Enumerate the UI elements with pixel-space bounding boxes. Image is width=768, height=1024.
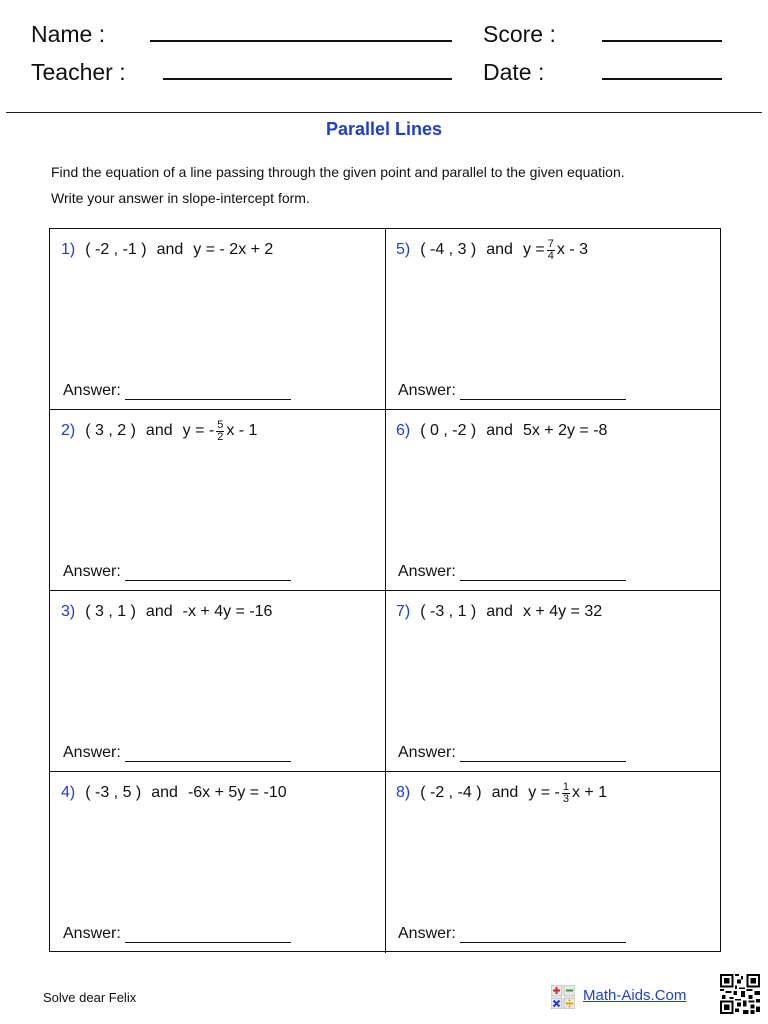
answer-blank[interactable] xyxy=(125,747,291,762)
problem-text xyxy=(396,239,588,261)
and-word: and xyxy=(486,422,513,439)
problem-text xyxy=(61,782,287,804)
equation-main: y = - 2x + 2 xyxy=(193,241,274,258)
problem-point: ( -4 , 3 ) xyxy=(420,241,477,258)
problem-number: 7) xyxy=(396,603,411,620)
teacher-line xyxy=(163,78,452,80)
and-word: and xyxy=(145,422,173,439)
fraction-denominator: 3 xyxy=(562,792,569,805)
equation-main: x + 4y = 32 xyxy=(522,603,603,620)
worksheet-title: Parallel Lines xyxy=(325,119,443,139)
problem-point: ( 0 , -2 ) xyxy=(420,422,477,439)
answer-label: Answer: xyxy=(63,563,121,580)
equation-main: -6x + 5y = -10 xyxy=(187,784,287,801)
and-word: and xyxy=(486,241,513,258)
fraction-numerator: 7 xyxy=(547,237,554,250)
problem-cell xyxy=(50,591,386,772)
problem-cell xyxy=(385,591,720,772)
fraction-denominator: 4 xyxy=(547,249,554,262)
answer-label: Answer: xyxy=(63,382,121,399)
problem-text xyxy=(396,601,602,623)
and-word: and xyxy=(486,603,513,620)
problem-point: ( -3 , 5 ) xyxy=(85,784,142,801)
problem-number: 2) xyxy=(61,422,76,439)
equation-main: 5x + 2y = -8 xyxy=(522,422,608,439)
teacher-label: Teacher : xyxy=(31,59,126,85)
and-word: and xyxy=(491,784,519,801)
equation-fraction xyxy=(562,782,570,805)
math-aids-link[interactable]: Math-Aids.Com xyxy=(583,987,687,1004)
header-divider xyxy=(6,112,762,113)
answer-blank[interactable] xyxy=(125,385,291,400)
equation-main: -x + 4y = -16 xyxy=(182,603,273,620)
problem-text xyxy=(61,601,272,623)
problem-cell xyxy=(50,772,386,953)
problem-text xyxy=(61,239,273,261)
and-word: and xyxy=(156,241,184,258)
and-word: and xyxy=(151,784,178,801)
answer-row xyxy=(398,563,626,581)
and-word: and xyxy=(145,603,173,620)
equation-tail: x - 1 xyxy=(226,422,258,439)
answer-blank[interactable] xyxy=(460,385,626,400)
qr-code-icon xyxy=(720,974,760,1014)
equation-main: y = - xyxy=(528,784,560,801)
problem-point: ( 3 , 2 ) xyxy=(85,422,136,439)
problem-number: 8) xyxy=(396,784,411,801)
answer-blank[interactable] xyxy=(460,928,626,943)
name-label: Name : xyxy=(31,21,106,47)
problem-cell xyxy=(385,410,720,591)
problem-cell xyxy=(50,410,386,591)
instruction-line-1: Find the equation of a line passing through the given point and parallel to the given equation. xyxy=(51,164,625,180)
date-line xyxy=(602,78,722,80)
problem-text xyxy=(61,420,257,442)
math-aids-logo-icon xyxy=(551,985,575,1009)
answer-label: Answer: xyxy=(398,925,456,942)
problem-text xyxy=(396,782,607,804)
answer-row xyxy=(398,925,626,943)
problem-point: ( -2 , -4 ) xyxy=(420,784,482,801)
problem-number: 6) xyxy=(396,422,411,439)
problem-point: ( -2 , -1 ) xyxy=(85,241,147,258)
answer-label: Answer: xyxy=(63,744,121,761)
fraction-numerator: 5 xyxy=(217,418,224,431)
answer-blank[interactable] xyxy=(125,566,291,581)
answer-blank[interactable] xyxy=(125,928,291,943)
equation-main: y = - xyxy=(182,422,215,439)
equation-tail: x + 1 xyxy=(571,784,608,801)
problem-point: ( -3 , 1 ) xyxy=(420,603,477,620)
answer-label: Answer: xyxy=(398,563,456,580)
answer-label: Answer: xyxy=(398,744,456,761)
answer-row xyxy=(63,382,291,400)
name-line xyxy=(150,40,452,42)
answer-row xyxy=(63,744,291,762)
equation-main: y = xyxy=(522,241,545,258)
problem-number: 5) xyxy=(396,241,411,258)
problem-point: ( 3 , 1 ) xyxy=(85,603,136,620)
problem-cell xyxy=(385,229,720,410)
answer-row xyxy=(63,563,291,581)
instruction-line-2: Write your answer in slope-intercept form. xyxy=(51,190,310,206)
score-label: Score : xyxy=(483,21,556,47)
problem-number: 1) xyxy=(61,241,76,258)
footer-note: Solve dear Felix xyxy=(43,990,137,1005)
equation-fraction xyxy=(216,420,224,443)
fraction-numerator: 1 xyxy=(562,780,569,793)
date-label: Date : xyxy=(483,59,545,85)
problem-cell xyxy=(385,772,720,953)
equation-fraction xyxy=(547,239,555,262)
problem-number: 4) xyxy=(61,784,76,801)
equation-tail: x - 3 xyxy=(556,241,588,258)
answer-blank[interactable] xyxy=(460,747,626,762)
answer-label: Answer: xyxy=(398,382,456,399)
problems-grid xyxy=(49,228,721,952)
problem-text xyxy=(396,420,607,442)
answer-label: Answer: xyxy=(63,925,121,942)
problem-cell xyxy=(50,229,386,410)
answer-blank[interactable] xyxy=(460,566,626,581)
answer-row xyxy=(398,382,626,400)
fraction-denominator: 2 xyxy=(217,430,224,443)
answer-row xyxy=(63,925,291,943)
score-line xyxy=(602,40,722,42)
problem-number: 3) xyxy=(61,603,76,620)
answer-row xyxy=(398,744,626,762)
